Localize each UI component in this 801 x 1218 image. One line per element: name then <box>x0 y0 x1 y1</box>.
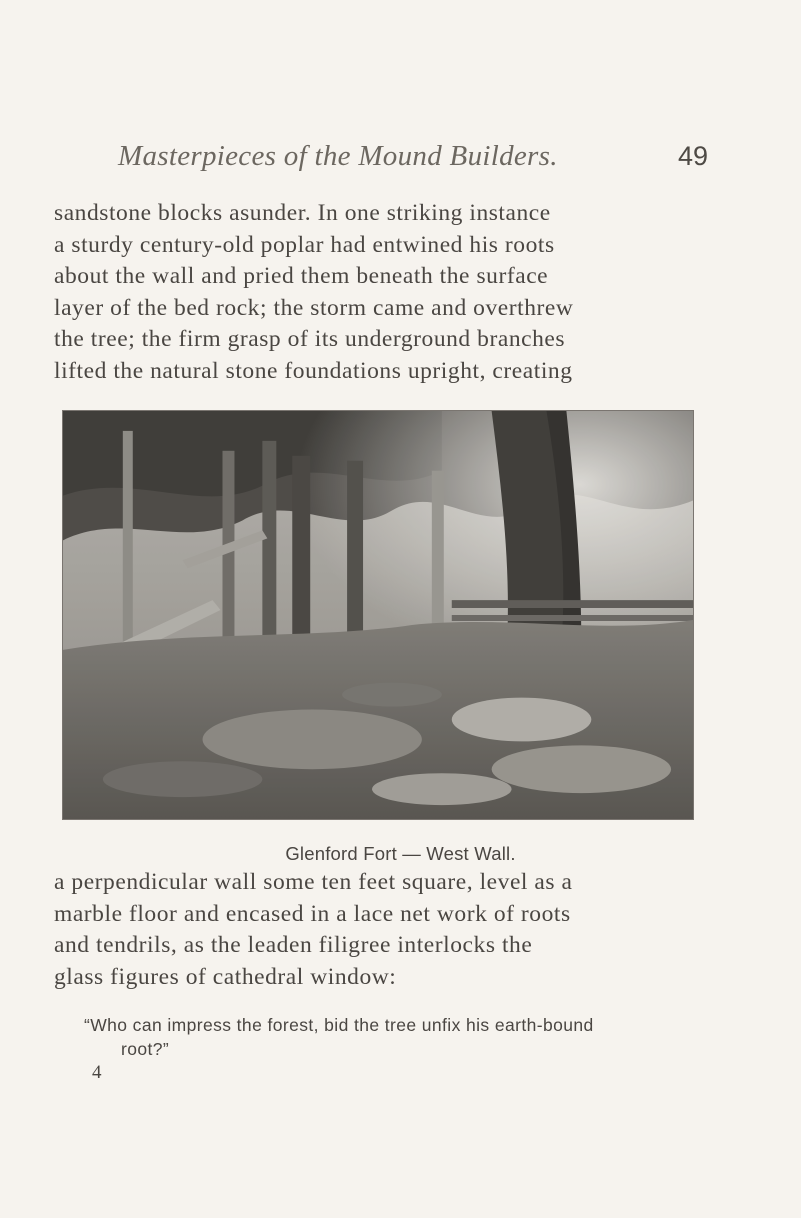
forest-photograph <box>63 411 693 819</box>
signature-mark: 4 <box>92 1062 102 1083</box>
paragraph-top <box>54 198 718 387</box>
text-line: a perpendicular wall some ten feet square, level as a <box>54 869 573 895</box>
running-title: Masterpieces of the Mound Builders. <box>118 140 558 172</box>
text-line: glass figures of cathedral window: <box>54 963 397 990</box>
text-line: and tendrils, as the leaden filigree interlocks the <box>54 932 533 958</box>
block-quote <box>84 1013 724 1061</box>
page-number: 49 <box>677 141 708 171</box>
text-line: layer of the bed rock; the storm came and overthrew <box>54 294 574 321</box>
quote-line: root?” <box>121 1039 170 1059</box>
quote-line: “Who can impress the forest, bid the tree unfix his earth-bound <box>84 1015 594 1035</box>
text-line: marble floor and encased in a lace net work of roots <box>54 900 571 927</box>
text-line: a sturdy century-old poplar had entwined his roots <box>54 231 555 258</box>
text-line: sandstone blocks asunder. In one striking instance <box>54 200 551 226</box>
text-line: lifted the natural stone foundations upright, creating <box>54 357 573 384</box>
photo-plate <box>62 410 694 820</box>
text-line: about the wall and pried them beneath the surface <box>54 263 549 289</box>
photo-caption: Glenford Fort — West Wall. <box>285 843 516 864</box>
paragraph-bottom <box>54 867 718 993</box>
text-line: the tree; the firm grasp of its underground branches <box>54 326 566 352</box>
running-head <box>118 140 708 173</box>
